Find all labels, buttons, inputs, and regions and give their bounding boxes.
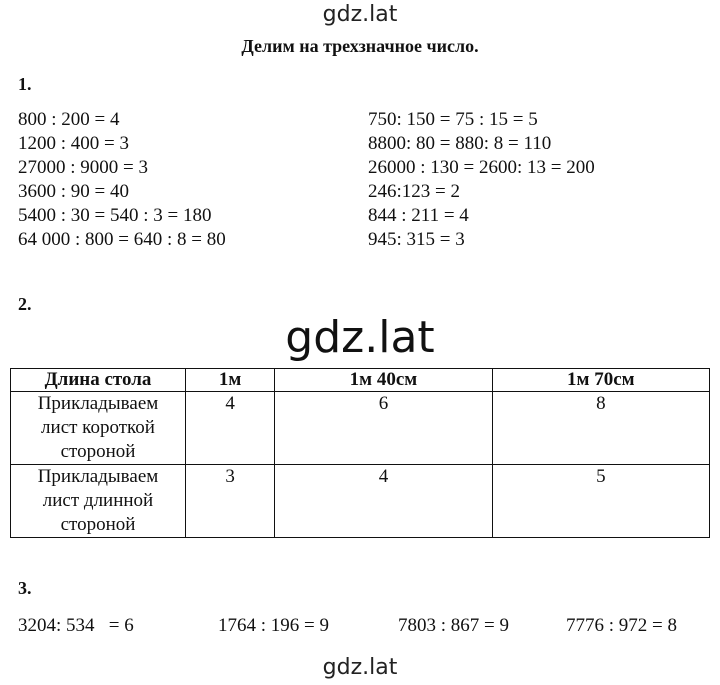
table-header: 1м 40см: [275, 369, 492, 392]
eq-left-2: 1200 : 400 = 3: [18, 133, 129, 154]
length-table: [10, 368, 710, 538]
eq-left-3: 27000 : 9000 = 3: [18, 157, 148, 178]
watermark-top: gdz.lat: [322, 2, 398, 27]
eq-right-1: 750: 150 = 75 : 15 = 5: [368, 109, 538, 130]
row-label-line: лист короткой: [41, 417, 155, 438]
watermark-bottom: gdz.lat: [322, 655, 398, 680]
table-header: 1м: [186, 369, 275, 392]
table-cell: 4: [275, 465, 492, 538]
table-cell: 5: [492, 465, 709, 538]
eq-bottom-4: 7776 : 972 = 8: [566, 615, 677, 636]
table-row: [11, 465, 710, 538]
row-label: [11, 465, 186, 538]
eq-right-6: 945: 315 = 3: [368, 229, 465, 250]
table-cell: 8: [492, 392, 709, 465]
eq-right-5: 844 : 211 = 4: [368, 205, 469, 226]
row-label-line: стороной: [60, 514, 136, 535]
row-label: [11, 392, 186, 465]
row-label-line: стороной: [60, 441, 136, 462]
eq-bottom-3: 7803 : 867 = 9: [398, 615, 509, 636]
eq-left-1: 800 : 200 = 4: [18, 109, 120, 130]
eq-right-3: 26000 : 130 = 2600: 13 = 200: [368, 157, 595, 178]
table-cell: 3: [186, 465, 275, 538]
table-header-row: [11, 369, 710, 392]
table-cell: 6: [275, 392, 492, 465]
eq-left-4: 3600 : 90 = 40: [18, 181, 129, 202]
eq-bottom-2: 1764 : 196 = 9: [218, 615, 329, 636]
section-1-label: 1.: [18, 74, 32, 94]
watermark-middle: gdz.lat: [285, 312, 435, 363]
row-label-line: Прикладываем: [37, 466, 159, 487]
section-3-label: 3.: [18, 578, 32, 598]
row-label-line: лист длинной: [42, 490, 154, 511]
table-cell: 4: [186, 392, 275, 465]
table-header: Длина стола: [11, 369, 186, 392]
eq-right-4: 246:123 = 2: [368, 181, 460, 202]
table-header: 1м 70см: [492, 369, 709, 392]
eq-left-5: 5400 : 30 = 540 : 3 = 180: [18, 205, 212, 226]
row-label-line: Прикладываем: [37, 393, 159, 414]
eq-right-2: 8800: 80 = 880: 8 = 110: [368, 133, 552, 154]
section-2-label: 2.: [18, 294, 32, 314]
eq-bottom-1: 3204: 534 = 6: [18, 615, 134, 636]
page-title: Делим на трехзначное число.: [241, 36, 479, 56]
eq-left-6: 64 000 : 800 = 640 : 8 = 80: [18, 229, 226, 250]
table-row: [11, 392, 710, 465]
